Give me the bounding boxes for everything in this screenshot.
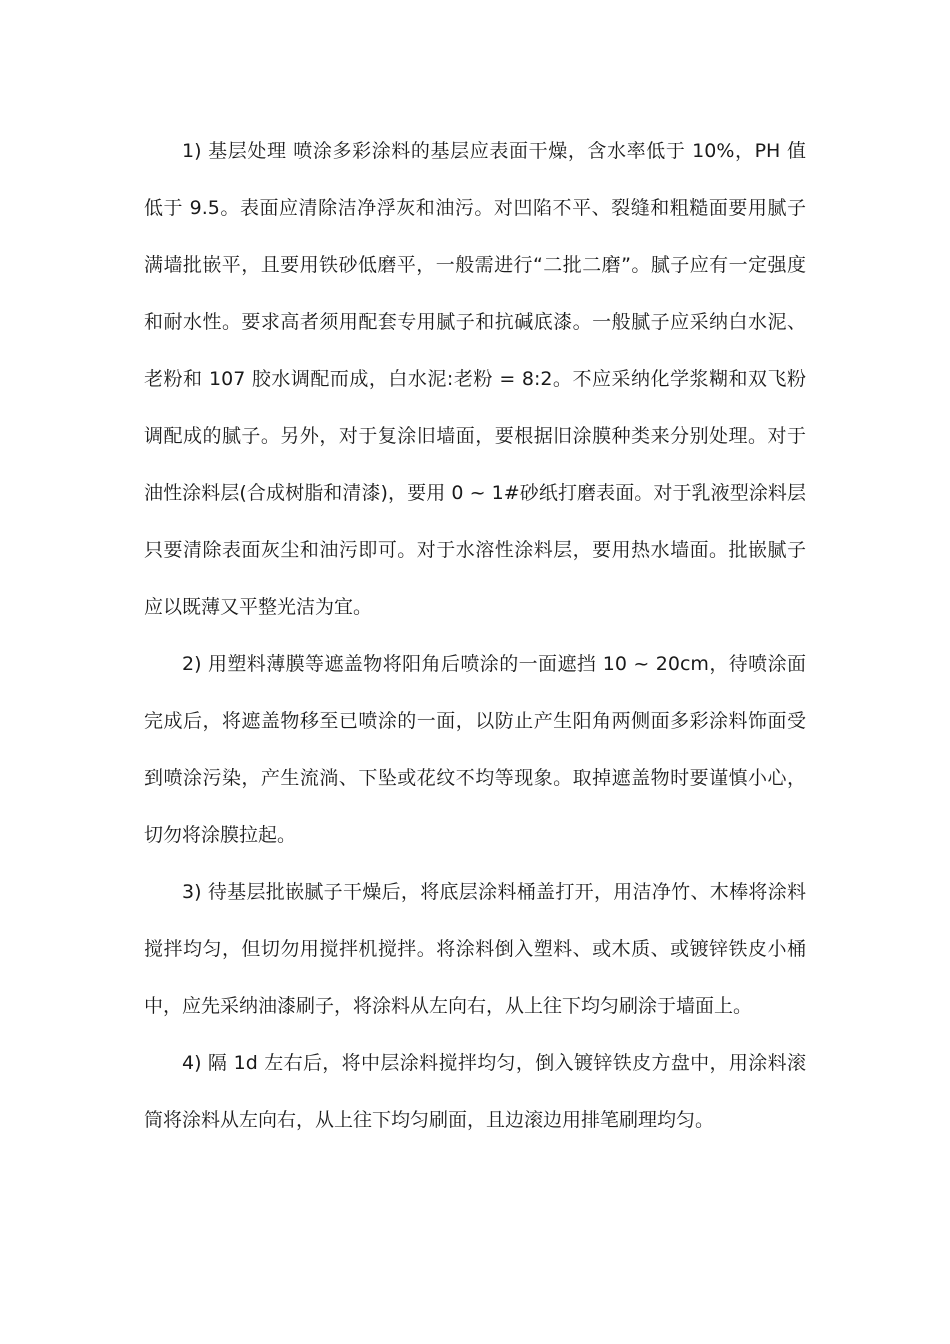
paragraph-middle-coat: 4) 隔 1d 左右后，将中层涂料搅拌均匀，倒入镀锌铁皮方盘中，用涂料滚筒将涂料从左向右，从上往下均匀刷面，且边滚边用排笔刷理均匀。 — [144, 1052, 806, 1131]
paragraph-corner-masking: 2) 用塑料薄膜等遮盖物将阳角后喷涂的一面遮挡 10 ~ 20cm，待喷涂面完成后，将遮盖物移至已喷涂的一面，以防止产生阳角两侧面多彩涂料饰面受到喷涂污染，产生流淌、下坠或花纹不均等现象。取掉遮盖物时要谨慎小心，切勿将涂膜拉起。 — [144, 653, 806, 846]
paragraph-primer-coat: 3) 待基层批嵌腻子干燥后，将底层涂料桶盖打开，用洁净竹、木棒将涂料搅拌均匀，但切勿用搅拌机搅拌。将涂料倒入塑料、或木质、或镀锌铁皮小桶中，应先采纳油漆刷子，将涂料从左向右，从上往下均匀刷涂于墙面上。 — [144, 881, 806, 1017]
paragraph-base-treatment: 1) 基层处理 喷涂多彩涂料的基层应表面干燥，含水率低于 10%，PH 值低于 9.5。表面应清除洁净浮灰和油污。对凹陷不平、裂缝和粗糙面要用腻子满墙批嵌平，且要用铁砂低磨平，一般需进行“二批二磨”。腻子应有一定强度和耐水性。要求高者须用配套专用腻子和抗碱底漆。一般腻子应采纳白水泥、老粉和 107 胶水调配而成，白水泥:老粉 = 8:2。不应采纳化学浆糊和双飞粉调配成的腻子。另外，对于复涂旧墙面，要根据旧涂膜种类来分别处理。对于油性涂料层(合成树脂和清漆)，要用 0 ~ 1#砂纸打磨表面。对于乳液型涂料层只要清除表面灰尘和油污即可。对于水溶性涂料层，要用热水墙面。批嵌腻子应以既薄又平整光洁为宜。 — [144, 140, 806, 618]
document-body — [144, 123, 806, 1149]
